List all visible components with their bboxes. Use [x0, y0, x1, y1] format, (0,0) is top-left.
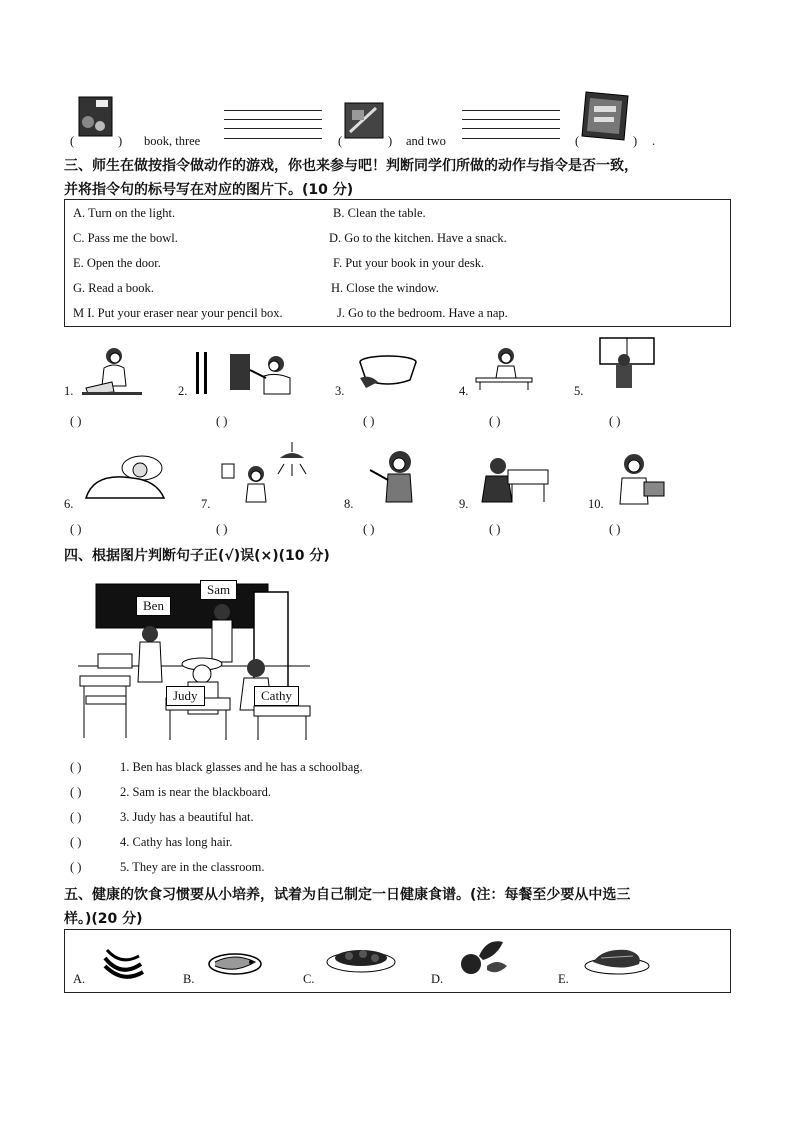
section-five-heading-line1: 五、健康的饮食习惯要从小培养，试着为自己制定一日健康食谱。(注：每餐至少要从中选三: [64, 887, 631, 903]
vegetables-picture: [457, 936, 511, 983]
classroom-picture: [78, 578, 310, 742]
section-five-heading-line2: 样。)(20 分): [64, 911, 143, 927]
item-number: 3.: [335, 384, 345, 398]
sentence: 4. Cathy has long hair.: [120, 835, 233, 849]
period: .: [652, 134, 656, 148]
sentence: 5. They are in the classroom.: [120, 860, 265, 874]
option-d: D. Go to the kitchen. Have a snack.: [329, 231, 507, 245]
bowl-picture: [356, 354, 420, 395]
sentence: 2. Sam is near the blackboard.: [120, 785, 271, 799]
name-tag-cathy: Cathy: [254, 686, 299, 706]
paren-close-3: ): [633, 134, 638, 148]
window-picture: [596, 336, 658, 399]
answer-paren[interactable]: ( ): [363, 414, 375, 428]
option-g: G. Read a book.: [73, 281, 154, 295]
name-tag-judy: Judy: [166, 686, 205, 706]
item-number: 6.: [64, 497, 74, 511]
option-b: B. Clean the table.: [333, 206, 426, 220]
item-number: 5.: [574, 384, 584, 398]
answer-paren[interactable]: ( ): [216, 522, 228, 536]
answer-paren[interactable]: ( ): [70, 414, 82, 428]
paren-close-1: ): [118, 134, 123, 148]
writing-line[interactable]: [462, 138, 560, 139]
section-four-heading: 四、根据图片判断句子正(√)误(×)(10 分): [64, 548, 330, 564]
light-switch-picture: [218, 440, 310, 509]
answer-paren[interactable]: ( ): [70, 810, 82, 824]
name-tag-sam: Sam: [200, 580, 237, 600]
writing-line[interactable]: [462, 128, 560, 129]
paren-open-2: (: [338, 134, 343, 148]
answer-paren[interactable]: ( ): [70, 860, 82, 874]
food-label-b: B.: [183, 972, 195, 986]
food-box: [64, 929, 731, 993]
option-j: J. Go to the bedroom. Have a nap.: [337, 306, 508, 320]
food-label-d: D.: [431, 972, 444, 986]
writing-line[interactable]: [462, 119, 560, 120]
fish-picture: [205, 950, 267, 983]
option-a: A. Turn on the light.: [73, 206, 176, 220]
answer-paren[interactable]: ( ): [70, 785, 82, 799]
food-label-a: A.: [73, 972, 86, 986]
text-and-two: and two: [406, 134, 446, 148]
name-tag-ben: Ben: [136, 596, 171, 616]
item-number: 10.: [588, 497, 604, 511]
options-box: [64, 199, 731, 327]
answer-paren[interactable]: ( ): [363, 522, 375, 536]
food-label-e: E.: [558, 972, 569, 986]
bananas-picture: [101, 944, 145, 985]
paren-open-3: (: [575, 134, 580, 148]
answer-paren[interactable]: ( ): [70, 760, 82, 774]
item-number: 9.: [459, 497, 469, 511]
food-label-c: C.: [303, 972, 315, 986]
section-three-heading-line1: 三、师生在做按指令做动作的游戏，你也来参与吧！判断同学们所做的动作与指令是否一致，: [64, 158, 638, 174]
answer-paren[interactable]: ( ): [609, 522, 621, 536]
paren-open-1: (: [70, 134, 75, 148]
item-number: 8.: [344, 497, 354, 511]
girl-at-table-picture: [476, 344, 534, 395]
answer-paren[interactable]: ( ): [609, 414, 621, 428]
option-e: E. Open the door.: [73, 256, 161, 270]
item-number: 7.: [201, 497, 211, 511]
book-picture: [78, 96, 114, 143]
item-number: 1.: [64, 384, 74, 398]
writing-line[interactable]: [224, 138, 322, 139]
girl-reading-picture: [82, 344, 144, 401]
notebook-picture: [344, 102, 384, 145]
girl-with-book-picture: [614, 452, 668, 511]
option-i: M I. Put your eraser near your pencil box.: [73, 306, 283, 320]
dumplings-picture: [323, 940, 399, 981]
sentence: 1. Ben has black glasses and he has a schoolbag.: [120, 760, 363, 774]
answer-paren[interactable]: ( ): [216, 414, 228, 428]
item-number: 4.: [459, 384, 469, 398]
item-number: 2.: [178, 384, 188, 398]
boy-at-desk-picture: [478, 456, 552, 509]
girl-opening-door-picture: [194, 350, 294, 401]
answer-paren[interactable]: ( ): [489, 414, 501, 428]
writing-line[interactable]: [224, 128, 322, 129]
sentence: 3. Judy has a beautiful hat.: [120, 810, 254, 824]
option-f: F. Put your book in your desk.: [333, 256, 485, 270]
section-three-heading-line2: 并将指令句的标号写在对应的图片下。(10 分): [64, 182, 354, 198]
answer-paren[interactable]: ( ): [489, 522, 501, 536]
text-book-three: book, three: [144, 134, 201, 148]
answer-paren[interactable]: ( ): [70, 835, 82, 849]
girl-cleaning-picture: [368, 448, 420, 511]
storybook-picture: [580, 90, 630, 147]
meat-picture: [583, 944, 651, 981]
paren-close-2: ): [388, 134, 393, 148]
writing-line[interactable]: [224, 119, 322, 120]
writing-line[interactable]: [224, 110, 322, 111]
option-h: H. Close the window.: [331, 281, 439, 295]
answer-paren[interactable]: ( ): [70, 522, 82, 536]
girl-sleeping-picture: [84, 450, 174, 509]
option-c: C. Pass me the bowl.: [73, 231, 178, 245]
writing-line[interactable]: [462, 110, 560, 111]
